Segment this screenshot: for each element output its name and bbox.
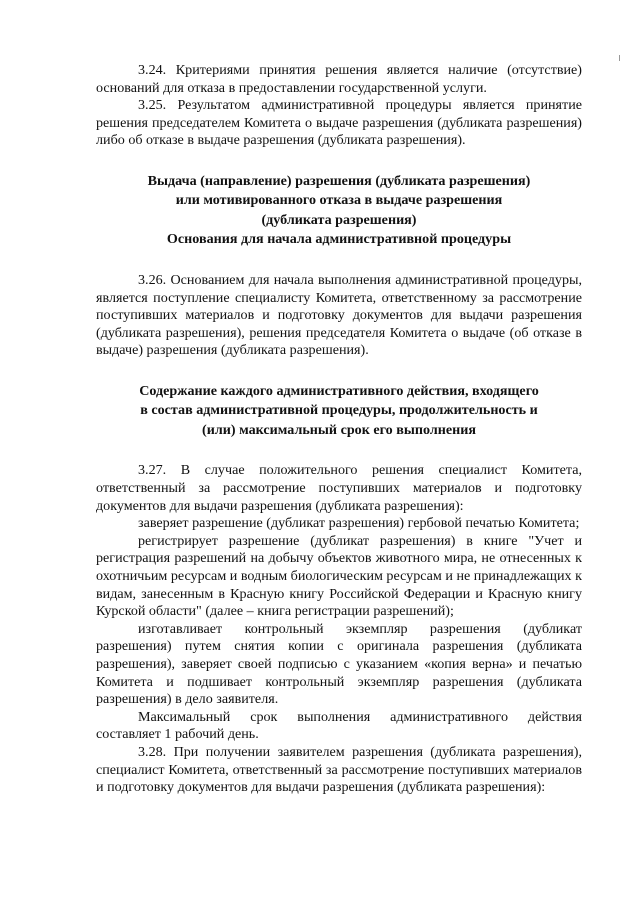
paragraph-3-24: 3.24. Критериями принятия решения является наличие (отсутствие) оснований для отказа в предоставлении государственной услуги. xyxy=(96,62,582,96)
heading-line: или мотивированного отказа в выдаче разрешения xyxy=(175,192,503,209)
heading-line: Основания для начала административной процедуры xyxy=(166,231,512,248)
heading-line: Выдача (направление) разрешения (дубликата разрешения) xyxy=(147,172,531,189)
paragraph-stamp: заверяет разрешение (дубликат разрешения) гербовой печатью Комитета; xyxy=(138,515,580,532)
spacer xyxy=(96,250,582,272)
paragraph-3-25: 3.25. Результатом административной процедуры является принятие решения председателем Комитета о выдаче разрешения (дубликата разрешения) либо об отказе в выдаче разрешения (дубликата разрешения). xyxy=(96,97,582,149)
paragraph-3-26: 3.26. Основанием для начала выполнения административной процедуры, является поступление специалисту Комитета, ответственному за рассмотрение поступивших материалов и подготовку документов для выдачи разрешения (дубликата разрешения), решения председателя Комитета о выдаче (об отказе в выдаче) разрешения (дубликата разрешения). xyxy=(96,271,582,359)
heading-line: Содержание каждого административного действия, входящего xyxy=(139,382,539,399)
paragraph-3-28: 3.28. При получении заявителем разрешения (дубликата разрешения), специалист Комитета, ответственный за рассмотрение поступивших материалов и подготовку документов для выдачи разрешения (дубликата разрешения): xyxy=(96,743,582,796)
paragraph-term: Максимальный срок выполнения административного действия составляет 1 рабочий день. xyxy=(96,708,582,743)
paragraph-3-27: 3.27. В случае положительного решения специалист Комитета, ответственный за рассмотрение поступивших материалов и подготовку документов для выдачи разрешения (дубликата разрешения): xyxy=(96,462,582,514)
heading-line: (дубликата разрешения) xyxy=(261,211,417,228)
spacer xyxy=(96,440,582,462)
scan-mark xyxy=(619,55,620,61)
section-heading-content xyxy=(96,382,582,441)
heading-line: в состав административной процедуры, продолжительность и xyxy=(140,402,538,419)
spacer xyxy=(96,150,582,172)
paragraph-copy: изготавливает контрольный экземпляр разрешения (дубликат разрешения) путем снятия копии с оригинала разрешения (дубликата разрешения), заверяет своей подписью с указанием «копия верна» и печатью Комитета и подшивает контрольный экземпляр разрешения (дубликата разрешения) в дело заявителя. xyxy=(96,620,582,708)
document-page xyxy=(96,62,582,797)
heading-line: (или) максимальный срок его выполнения xyxy=(202,421,476,438)
paragraph-register: регистрирует разрешение (дубликат разрешения) в книге "Учет и регистрация разрешений на добычу объектов животного мира, не отнесенных к охотничьим ресурсам и водным биологическим ресурсам и не принадлежащих к видам, занесенным в Красную книгу Российской Федерации и Красную книгу Курской области" (далее – книга регистрации разрешений); xyxy=(96,532,582,620)
section-heading-issuance xyxy=(96,172,582,250)
spacer xyxy=(96,360,582,382)
